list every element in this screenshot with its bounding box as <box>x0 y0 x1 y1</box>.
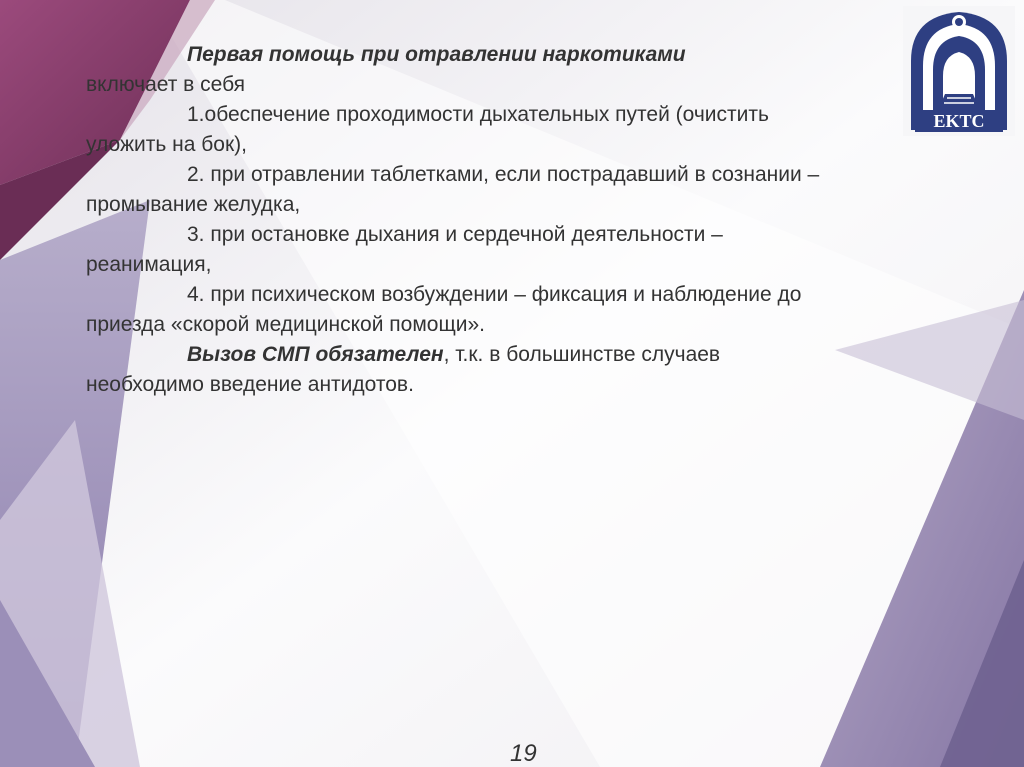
list-item-1-line-1: 1.обеспечение проходимости дыхательных путей (очистить <box>187 103 769 126</box>
list-item-1-line-2: уложить на бок), <box>86 133 247 156</box>
list-item-4-line-1: 4. при психическом возбуждении – фиксация и наблюдение до <box>187 283 802 306</box>
conclusion-line-2: необходимо введение антидотов. <box>86 373 414 396</box>
logo-text: EKTC <box>933 111 985 131</box>
intro-line: включает в себя <box>86 73 246 96</box>
slide-body <box>86 40 966 400</box>
list-item-2-line-1: 2. при отравлении таблетками, если пострадавший в сознании – <box>187 163 820 186</box>
conclusion-line-1 <box>86 340 966 370</box>
conclusion-rest: , т.к. в большинстве случаев <box>443 343 721 366</box>
list-item-3-line-2: реанимация, <box>86 253 212 276</box>
slide-heading: Первая помощь при отравлении наркотиками <box>187 43 686 66</box>
list-item-2-line-2: промывание желудка, <box>86 193 301 216</box>
list-item-4-line-2: приезда «скорой медицинской помощи». <box>86 313 485 336</box>
conclusion-emphasis: Вызов СМП обязателен <box>187 343 444 366</box>
page-number: 19 <box>510 740 537 767</box>
list-item-3-line-1: 3. при остановке дыхания и сердечной деятельности – <box>187 223 723 246</box>
